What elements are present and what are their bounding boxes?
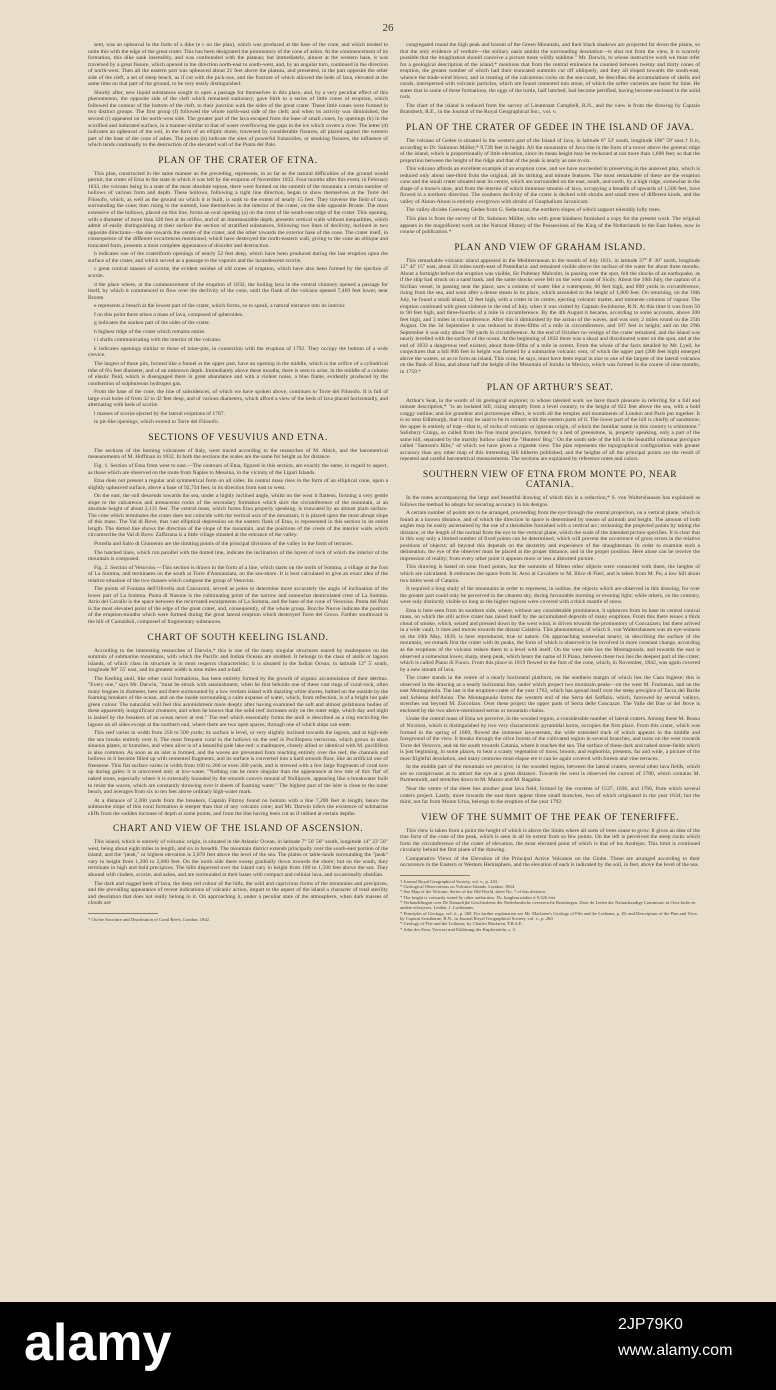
paragraph: The sections of the burning volcanoes of Italy, were traced according to the researches of M. Abich, and the barometrical measurements of M. Hoffman in 1832. In both the sections the scales are the same for height as for distance. (88, 447, 388, 461)
paragraph: h highest ridge of the crater which remains entire. (94, 328, 206, 335)
section-heading: SECTIONS OF VESUVIUS AND ETNA. (148, 432, 328, 443)
paragraph: This plan, constructed in the same manner as the preceding, represents, in as far as the natural difficulties of the ground would permit, the crater of Etna in the state in which it was left by the eruption of November 1832. Four months after this event, in February 1833, the volcano being in a state of the most absolute repose, there were formed on the summit of the mountain a certain number of hollows of various form and depth. These hollows, following a right line direction, began to show themselves at the Torre del Filosofo, which, as well as the ground on which it is built, is sunk to the extent of nearly 15 feet. They traverse the field of lava, surrounding the cone; then rising to the summit, lose themselves in the interior of the crater, on the side opposite Bronte. The most extensive of the hollows, placed on this line, forms an oval opening (a) on the crest of the south-east edge of the crater. This opening, with a diameter of more than 320 feet at its orifice, and of an immeasurable depth, presents vertical walls without inequalities, which admit of easily distinguishing at their surface the section of stratified substances, following two lines of declivity, inclined in two opposite directions—the one towards the centre of the crater, and the other towards the exterior base of the cone. The crater itself, in consequence of the different occurrences mentioned, which have destroyed the north-eastern wall, giving to the cone an oblique and truncated form, presents a most complete appearance of disorder and destruction. (88, 170, 388, 249)
section-heading: SOUTHERN VIEW OF ETNA FROM MONTE PO, NEAR CATANIA. (422, 469, 678, 490)
footnote: * Verhandelingen over De Natuurlijke Geschiedenis der Nederlandsche overzeesche Bezittingen, Door de Leden der Natuurkundige Commissie in Oost-Indie en andere schrijvers. Leiden. J. Luchtmans. (400, 900, 696, 911)
footnote: * Geology of Fife and the Lothians, by Charles Maclaren, F.R.S.E. (400, 921, 523, 927)
paragraph: This view is taken from a point the height of which is above the limits where all sorts of trees cease to grow. It gives an idea of the true form of the cone of the peak, which is seen in all its extent from so few points. On the left is perceived the steep rocks which form the circumference of the crater of elevation, the most elevated point of which is that of los Azulejos. This limit is continued circularly behind the first plane of the drawing. (400, 827, 700, 854)
section-crater-gedee (400, 123, 700, 236)
paragraph: The crater stands in the centre of a nearly horizontal platform, on the southern margin of which lies the Casa Inglese; this is observed in the drawing as a nearly horizontal line, under which project two mountain peaks—on the west M. Frumento, and on the east Montagnuola. The last is the eruption-crater of the year 1763, which has spread itself over the steep precipice of Tacca del Barile and Schiena dell'Asino. The Montagnuola forms the western end of the Serra del Solfizio, which, furrowed by several valleys, stretches out beyond M. Zoccolaro. Over these project the upper parts of Serra delle Concazze. The Valle del Bue or del Bove is enclosed by the two above-mentioned serras or mountain chains. (400, 675, 700, 714)
section-sections-vesuvius-etna (88, 433, 388, 626)
paragraph: The dark and rugged beds of lava, the deep red colour of the hills, the wild and capricious forms of the mountains and precipices, and the prevailing appearance of recent indications of volcanic action, impart to the aspect of the island a character of total sterility and desolation that does not really belong to it. On approaching it, under a peculiar state of the atmosphere, when dark masses of clouds are (88, 880, 388, 907)
left-intro (88, 42, 388, 149)
image-id: 2JP79K0 (618, 1316, 683, 1333)
paragraph: Shortly after, new liquid substances sought to open a passage for themselves in this place, and, by a very peculiar effect of this phenomenon, the opposite side of the cleft which remained stationary, gave birth to a series of little cones of eruption, which followed the contour of the bottom of the cleft, to their junction with the sides of the great crater. These little cones were formed in two distinct groups. The first group (f) followed the whole north-east side of the cleft; and when its activity was diminished, the second (i) appeared on the north-west side. The greater part of the lava escaped from the base of small cones, by openings (k) in the scorified and indurated surface, in a manner similar to that of water overflowing the gaps in the ice which covers a river. The letter (d) indicates an upheaval of the soil, in the form of an elliptic dome, traversed by considerable fissures, all placed against the western part of the base of the cone of ashes. The points (h) indicate the sites of powerful fumarolles, or smoking fissures, the influence of which tends continually to the destruction of the elevated wall of the Punta del Palo. (88, 89, 388, 149)
alamy-wordmark: alamy (24, 1314, 172, 1372)
paragraph: The Keeling atoll, like other coral formations, has been entirely formed by the growth of organic accumulation of their detritus. "Every one," says Mr. Darwin, "must be struck with astonishment, when he first beholds one of these vast rings of coral-rock, often many leagues in diameter, here and there surmounted by a low verdant island with dazzling white shores, bathed on the outside by the foaming breakers of the ocean, and on the inside surrounding a calm expanse of water, which, from reflection, is of a bright but pale green colour. The naturalist will feel this astonishment more deeply after having examined the soft and almost gelatinous bodies of these apparently insignificant creatures, and when he knows that the solid reef increases only on the outer edge, which day and night is lashed by the breakers of an ocean never at rest." The reef which essentially forms the atoll is described as a ring encircling the lagoon on all sides except at the northern end, where there are two open spaces, through one of which ships can enter. (88, 675, 388, 728)
paragraph: Under the central mass of Etna we perceive, in the wooded region, a considerable number of lateral craters. Among these M. Rosso of Nicolosi, which is distinguished by two very characteristic pyramidal horns, occupies the first place. From this crater, which was formed in the spring of 1669, flowed the immense lava-stream, the wide extended track of which appears in the middle and foreground of the view. It breaks through the olive forests of the cultivated region in several branches, and turns on the west towards Torre del Vescovo, and on the south towards Catania, where it reaches the sea. The surface of these dark and naked stone-fields which is just beginning, in some places, to bear a scanty vegetation of moss, broom, and euphorbia, presents, far and wide, a picture of the most frightful desolation, and many centuries must elapse ere it can be again covered with forests and vine terraces. (400, 716, 700, 762)
section-graham-island (400, 243, 700, 376)
alamy-logo-icon (24, 1312, 244, 1372)
section-heading: PLAN OF THE CRATER OF ETNA. (158, 155, 318, 166)
paragraph: b indicates one of the crateriform openings of nearly 52 feet deep, which have been produced during the last eruption upon the surface of the crater, and which served as a passage to the vapours and the incandescent scoriæ. (88, 251, 388, 264)
footnote: * See Map of the Volcanic Series of the Old World, sheet No. 7 of this division. (400, 889, 546, 895)
paragraph: The chart of the island is reduced from the survey of Lieutenant Campbell, R.N., and the view is from the drawing by Captain Brandreth, R.E., in the Journal of the Royal Geographical Soc., vol. v. (400, 102, 700, 116)
paragraph: This reef varies in width from 250 to 500 yards; its surface is level, or very slightly inclined towards the lagoon, and at high-tide the sea breaks entirely over it. The most frequent coral in the hollows on the reef is Pocillopora verrucosa, which grows in short sinuous plates, or branches, and when alive is of a beautiful pale lake-red: a madrepore, closely allied or identical with M. pocillifera is also common. As soon as an islet is formed, and the waves are prevented from reaching entirely over the reef, the channels and hollows in it become filled up with cemented fragments, and its surface is converted into a hard smooth floor, like an artificial one of freestone. This flat surface varies in width from 100 to 200 or even 300 yards, and is strewed with a few large fragments of coral torn up during gales: it is uncovered only at low-water. "Nothing can be more singular than the appearance at low tide of this 'flat' of naked stone, especially where it is externally bounded by the smooth convex mound of Nulliporæ, appearing like a breakwater built to resist the waves, which are constantly throwing over it sheets of foaming water." The highest part of the islet is close to the outer beach, and averages from six to ten feet above ordinary high-water mark. (88, 730, 388, 796)
section-heading: CHART AND VIEW OF THE ISLAND OF ASCENSION. (112, 824, 364, 835)
paragraph: f on this point there arises a mass of lava, composed of spheroides. (94, 311, 244, 318)
paragraph: According to the interesting researches of Darwin,* this is one of the many singular structures reared by madrepores on the summits of submarine mountains, with which the Pacific and Indian Oceans are studded. It belongs to the class of atolls or lagoon islands, of which class its structure is in most respects characteristic; it is situated in the Indian Ocean, in latitude 12° 5' south, longitude 90° 55' east, and its greatest width is nine miles and a-half. (88, 647, 388, 674)
paragraph: This island, which is entirely of volcanic origin, is situated in the Atlantic Ocean, in latitude 7° 56' 50" south, longitude 14° 23' 50" west, being about eight miles in length, and six in breadth. The mountain district extends principally over the south-east portion of the island; and the "peak," or highest elevation is 2,870 feet above the level of the sea. The plains or table-lands surrounding the "peak" vary in height from 1,200 to 2,000 feet. On the north side there sweep gradually down towards the shore; but on the south, they terminate in high and bold precipices. The hills dispersed over the island vary in height from 100 to 1,500 feet above the sea. They abound with cinders, scoriæ, and ashes, and are surrounded at their bases with compact and cellular lava, and occasionally obsidian. (88, 839, 388, 878)
paragraph: It required a long study of the mountains in order to represent, in outline, the objects which are observed in this drawing, for over the greater part could only be perceived in the clearest sky, during favourable morning or evening light; while others, on the contrary, were only distinctly visible so long as the higher regions were covered with a thick mantle of snow. (400, 586, 700, 606)
paragraph: This drawing is based on nine fixed points, but the summits of fifteen other objects were connected with them, the heights of which are calculated. It embraces the space from St. Arso al Cavaliere to M. Illice di Fleri, and is taken from M. Po, a low hill about two miles west of Catania. (400, 564, 700, 584)
paragraph: The valley divides Goenong Gedee from G. Seda-razse, the northern slopes of which support tolerably lofty trees. (406, 207, 661, 214)
paragraph: On the east, the soil descends towards the sea, under a highly inclined angle, whilst on the west it flattens, forming a very gentle slope to the calcareous and arenaceous rocks of the secondary formation which skirt the circumference of the mountain, at an absolute height of about 2,131 feet. The central mass, which forms Etna properly speaking, is truncated by an almost plain surface. The cone which terminates the crater does not coincide with the vertical axis of the mountain; it is placed upon the most abrupt slope of this mass. The Val di Bove, that vast elliptical depression on the eastern flank of Etna, is represented in this section in its entire length. The dotted line shows the direction of the slope of the mountain, and the positions of the crests of the interior walls which circumscribe the Val di Bove. Zaffarana is a little village situated at the entrance of the valley. (88, 493, 388, 539)
section-ascension (88, 824, 388, 906)
paragraph: sent, was an upheaval in the form of a dike (e c on the plan), which was produced at the base of the cone, and which tended to unite this with the edge of the great crater. This has been designated the promontory of the cone of ashes. At the commencement of its formation, this dike sank insensibly, and was confounded with the plateau; but immediately, almost at the western base, it was traversed by a great fissure, which opened in the direction north-east to south-west, and, by an angular turn, continued in the direction of north-west. Then all the eastern part was upheaved about 21 feet above the plateau, and presented, in the part opposite the other side of the cleft, a set of steep beach, as if cut with the pick-axe, and the fracture of which allowed the beds of lava, elevated at the same time on that part of the ground, to be very easily distinguished. (88, 42, 388, 88)
section-peak-teneriffe (400, 813, 700, 869)
paragraph: This remarkable volcanic island appeared in the Mediterranean in the month of July 1831, in latitude 37° 8' 30" north, longitude 12° 42' 15" east, about 33 miles north-east of Pantellaria: and remained visible above the surface of the water for about three months. About a fortnight before the eruption was visible, Sir Pulteney Malcolm, in passing over the spot, felt the shocks of an earthquake, as if the ship had struck on a sand bank; and the same shocks were felt on the west coast of Sicily. About the 10th July, the captain of a Sicilian vessel, in passing near the place, saw a column of water like a waterspout, 60 feet high, and 800 yards in circumference, rising from the sea, and soon after a dense steam in its place, which ascended to the height of 1,800 feet. On returning, on the 18th July, he found a small island, 12 feet high, with a crater in its centre, ejecting volcanic matter, and immense columns of vapour. The eruption continued with great violence to the end of July, when it was visited by Captain Swinburne, R.N. At this time it was from 50 to 90 feet high, and three-fourths of a mile in circumference. By the 4th August it became, according to some accounts, above 200 feet high, and 3 miles in circumference. After this it diminished by the action of the waves, and was only 2 miles round on the 25th August. On the 3d September it was reduced to three-fifths of a mile in circumference, and 107 feet in height; and on the 29th September it was only about 700 yards in circumference. At the end of October no vestige of the crater remained, and the island was nearly levelled with the surface of the ocean. At the beginning of 1832 there was a shoal and discoloured water on the spot, and at the end of 1833 a dangerous reef existed, about three-fifths of a mile in extent. From the whole of the facts detailed by Mr. Lyell, he conjectures that a hill 800 feet in height was formed by a submarine volcanic vent, of which the upper part (200 feet high) emerged above the waters, so as to form an island. This cone, he says, must have been equal in size to one of the largest of the lateral volcanos on the flank of Etna, and about half the height of the Mountain of Jorullo in Mexico, which was formed in the course of nine months, in 1759.* (400, 257, 700, 375)
footnote: * Geological Observations on Volcanic Islands. London. 1844. (400, 884, 516, 890)
section-heading: PLAN OF THE CRATER OF GEDEE IN THE ISLAND OF JAVA. (405, 123, 695, 134)
paragraph: The largest of these pits, formed like a funnel at the upper part, have an opening in the middle, which is the orifice of a cylindrical tube of 6¼ feet diameter, and of an unknown depth. Immediately above these mouths, there is seen to arise, in the middle of a column of elastic fluid, which is disengaged there in great abundance and with a violent noise, a blue flame, evidently produced by the combustion of sulphureous hydrogen gas. (88, 360, 388, 387)
paragraph: Fig. 2. Section of Vesuvius.—This section is drawn in the form of a line, which starts on the north of Somma, a village at the foot of La Somma, and terminates on the south at Torre d'Annunziata, on the sea-shore. It is best calculated to give an exact idea of the relative situation of the two masses which compose the group of Vesuvius. (88, 564, 388, 584)
right-intro (400, 42, 700, 116)
section-chart-south-keeling (88, 633, 388, 818)
paragraph: Etna does not present a regular and symmetrical form on all sides. Its central mass rises in the form of an elliptical cone, upon a slightly upheaved surface, above a base of 92,734 feet, in its direction from east to west. (88, 478, 388, 491)
footnotes (400, 879, 700, 932)
section-heading: VIEW OF THE SUMMIT OF THE PEAK OF TENERIFFE. (420, 812, 680, 823)
paragraph: Fig. 1. Section of Etna from west to east.—The contours of Etna, figured in this section, are exactly the same, in regard to aspect, as those which are observed on the route from Naples to Messina, in the vicinity of the Lipari Islands. (88, 462, 388, 476)
paragraph: From the base of the cone, the line of subsidences, of which we have spoken above, continues to Torre del Filosofo. It is full of large oval holes of from 32 to 42 feet deep, and of various diameters, which afford a view of the beds of lava placed horizontally, and alternating with beds of scoriæ. (88, 389, 388, 409)
paragraph: e represents a breach at the lowest part of the crater, which forms, so to speak, a natural entrance into its interior. (94, 303, 346, 310)
footnote-rule (88, 913, 158, 914)
paragraph: l masses of scoriæ ejected by the lateral eruptions of 1787. (94, 410, 225, 417)
paragraph: This plan is from the survey of Dr. Salomon Müller, who with great kindness furnished a copy for the present work. The original appears in the magnificent work on the Natural History of the Possessions of the King of the Netherlands in the East Indies, now in course of publication.* (400, 216, 700, 236)
paragraph: In the notes accompanying the large and beautiful drawing of which this is a reduction,* S. von Waltershausen has explained as follows the method he adopts for securing accuracy in his designs. (400, 494, 700, 508)
paragraph: Comparative Views of the Elevation of the Principal Active Volcanos on the Globe. These are arranged according to their occurrence in the Eastern or Western Hemisphere, and the elevation of each is indicated by the soil, in feet, above the level of the sea. (400, 855, 700, 869)
paragraph: In the middle part of the mountain we perceive, in the wooded region, between the lateral craters, several other lava fields, which are so conspicuous as to attract the eye at a great distance. Towards the west is observed the current of 1780, which contains M. Parmentoldi, and stretches down to M. Mazzo and M. Ragalna. (400, 764, 700, 784)
paragraph: The hatched lines, which run parallel with the dotted line, indicate the inclination of the layers of rock of which the interior of the mountain is composed. (88, 549, 388, 563)
paragraph: The points of Fontana dell'Olivella and Cancaroni, served as poles to determine more accurately the angle of inclination of the lower part of La Somma. Punta di Nasone is the culminating point of the narrow and somewhat denticulated crest of La Somma. Atrio del Cavallo is the space between the recurvated escarpments of La Somma, and the base of the cone of Vesuvius. Punta del Palo is the most elevated point of the edge of the great crater, and, consequently, of the whole group. Bocche Nuove indicate the position of the eruption-mouths which were formed during the great lateral eruption which destroyed Torre del Greco. Farther southward is the hill of Camaldoli, composed of fragmentary substances. (88, 586, 388, 626)
paragraph: A certain number of points are to be arranged, proceeding from the eye through the central projection, on a vertical plane, which is found at a known distance, and of which the direction in space is determined by means of azimuth and height. The amount of both angles may be easily ascertained by the use of a theodolite furnished with a vertical arc; reckoning the projected points by taking the distance, or the length of the normal from the eye to the vertical plane, which the scale of the intended picture specifies. It is clear that in this way only a limited number of fixed points can be determined, which will prevent the occurrence of gross errors in the relative positions of objects; all beyond this depends on the dexterity and experience of the draughtsman. In order to examine such a delineation, the eye of the observer must be placed at the proper distance, and in the proper position. Here alone can he receive the impression of reality; from every other point it appears more or less a distorted picture. (400, 510, 700, 562)
paragraph: At a distance of 2,200 yards from the breakers, Captain Fitzroy found no bottom with a line 7,200 feet in length; hence the submarine slope of this coral formation is steeper than that of any volcanic cone; and Mr. Darwin infers the existence of submarine cliffs from the sudden increase of depth at some points, and from the line having been cut as if rubbed at certain depths. (88, 797, 388, 817)
alamy-logo (24, 1312, 244, 1377)
footnote: * Atlas des Etna, Vorwort und Erklärung der Kupfertafeln, s. 3. (400, 926, 516, 932)
paragraph: Etna is here seen from its southern side, where, without any considerable prominence, it upheaves from its base its central conical mass, on which the still active crater has raised itself by the accumulated deposits of many eruptions. From this there issues a thick cloud of smoke, which, seized and pressed down by the west wind, is driven towards the promontory of Concazzen; but there arrived in a wide vault, it rises and moves towards the distant Calabria. This phenomenon, of which S. von Waltershausen was an eye-witness on the 10th May, 1839, is here reproduced, true to nature. On approaching somewhat nearer, in describing the surface of the mountain, we remark first the crater with its peaks, the form of which is observed to be involved in more constant change, according as the eruptions of the volcano reduce them to a level with itself. On the west side lies the Montagnuola, and towards the east is observed a somewhat lower, sharp, steep peak, which bears the name of Il Piano, between these two lies the deepest part of the crater, which is called Piano di Fuoco. From this place in 1819 flowed to the foot of the cone, which, in November, 1842, was again covered by a new stream of lava. (400, 607, 700, 673)
footnote-rule (400, 875, 470, 876)
section-heading: CHART OF SOUTH KEELING ISLAND. (147, 632, 329, 643)
paragraph: The volcano of Gedee is situated in the western part of the Island of Java, in latitude 6° 53' south, longitude 106° 59' east.† It is, according to Dr. Salomon Müller,* 9,728 feet in height. All the mountains of Java rise in the form of a tower above the general ridge of the island, which is proportionally of little elevation, since its mean height may be reckoned at not more than 1,600 feet; so that the proportion between the height of the ridge and that of the peak is nearly as one to six. (400, 138, 700, 164)
paragraph: This volcano affords an excellent example of an eruption cone, and we have succeeded in preserving in the annexed plan, which is reduced only about one-third from the original, all its striking and minute features. The most remarkable of these are the eruption cone and the small crater situated near its centre, which are surrounded on the east, south, and north, by a high ridge, somewhat in the shape of a horse's shoe, and from the interior of which immense streams of lava, occupying a breadth of upwards of 1,500 feet, have flowed in a northern direction. The southern declivity of the crater is decked with shrubs and small trees of different kinds, and the valley of Aloon-Aloon is entirely overgrown with shrubs of Gnaphalium Javanicum. (400, 166, 700, 205)
paragraph: d the place where, at the commencement of the eruption of 1832, the boiling lava in the central chimney opened a passage for itself, by which it commenced to flow over the declivity of the cone, until the flank of the volcano opened 7,469 feet lower, near Bronte. (88, 281, 388, 301)
footnote: * Principles of Geology, vol. ii., p. 268. For further explanation see Mr. Maclaren's Geology of Fife and the Lothians, p. 29; and Description of the Plan and View, by Captain Swinburne, R.N., in Journal Royal Geographical Society, vol. v., p. 260. (400, 910, 698, 921)
paragraph: Portella and Salto di Giumento are the limiting points of the principal divisions of the valley in the form of terraces. (94, 541, 353, 547)
paragraph: Near the centre of the sheet lies another great lava field, formed by the currents of 1537, 1636, and 1766, from which several craters project. Lastly, more towards the east there appear three small branches, two of which originated in the year 1634; but the third, not far from Monte Urna, belongs to the eruption of the year 1792. (400, 785, 700, 806)
footnote: * On the Structure and Distribution of Coral Reefs. London. 1842. (88, 916, 211, 922)
section-heading: PLAN OF ARTHUR'S SEAT. (486, 382, 614, 393)
paragraph: m pit-like openings, which extend to Torre del Filosofo. (94, 419, 220, 426)
section-arthurs-seat (400, 383, 700, 463)
watermark-bar (0, 1302, 776, 1390)
section-plan-crater-etna (88, 156, 388, 426)
page-number: 26 (382, 22, 394, 34)
footnote: * The height is variously stated by other authorities. Dr. Junghun makes it 9,326 feet. (400, 894, 557, 900)
paragraph: congregated round the high peak and bosom of the Green Mountain, and their black shadows are projected far down the plains, so that the only evidence of verdure—the solitary oasis amidst the surrounding desolation—is shut out from the view, it is scarcely possible that the imagination should conceive a picture more wildly sublime." Mr. Darwin, to whose instructive work we must refer for a geological description of the island,* mentions that from the central eminence he counted between twenty and thirty cones of eruption, the greater number of which had their truncated summits cut off obliquely, and they all sloped towards the south-east, whence the trade-wind blows; and in treating of the calcareous rocks on the sea-coast, he describes the accumulations of shells and corals, interspersed with volcanic particles, which are found cemented into stone, of which the softer varieties are burnt for lime. He states that in some of these formations, the eggs of the turtle, half hatched, had become petrified, having become enclosed in the solid rock. (400, 42, 700, 101)
footnote: † Journal Royal Geographical Society, vol. v., p. 243. (400, 878, 499, 884)
paragraph: Arthur's Seat, in the words of its geological explorer, to whose talented work we have much pleasure in referring for a full and minute description,* "is an isolated hill, rising abruptly from a level country, to the height of 822 feet above the sea, with a bold craggy outline; and for grandeur and picturesque effect, is worth all the temples and monuments of London and Paris put together. It is so near Edinburgh, that it may be said to be in contact with the eastern parts of it. The lower part of the hill is chiefly of sandstone; the upper is entirely of trap—that is, of rocks of volcanic or igneous origin, of which the familiar name in this country is whinstone." Salisbury Craigs, so called from the fine mural precipice, formed by a bed of greenstone, is, properly speaking, only a part of the same hill, separated by the marshy hollow called the "Hunters' Bog." On the south side of the hill is the beautiful columnar precipice called "Samson's Ribs," of which we have given a vignette view. The plan represents the topographical configuration with greater accuracy than any other map of this interesting hill hitherto published, and the heights of all the principal points are the result of repeated and careful barometrical measurements. The sections are explained by reference notes and colors. (400, 397, 700, 463)
right-column (400, 42, 700, 1287)
watermark-url: www.alamy.com (618, 1342, 733, 1359)
paragraph: i i shafts communicating with the interior of the volcano. (94, 337, 222, 344)
section-etna-monte-po (400, 470, 700, 806)
left-column (88, 42, 388, 1287)
section-heading: PLAN AND VIEW OF GRAHAM ISLAND. (454, 242, 646, 253)
paragraph: k indicates openings similar to those of mine-pits, in connection with the eruption of 1792. They occupy the bottom of a wide crevice. (88, 345, 388, 359)
paragraph: c great conical masses of scoriæ, the evident residue of old cones of eruption, which have also been formed by the ejection of scoriæ. (88, 266, 388, 279)
paragraph: g indicates the sunken part of the sides of the crater. (94, 320, 211, 327)
